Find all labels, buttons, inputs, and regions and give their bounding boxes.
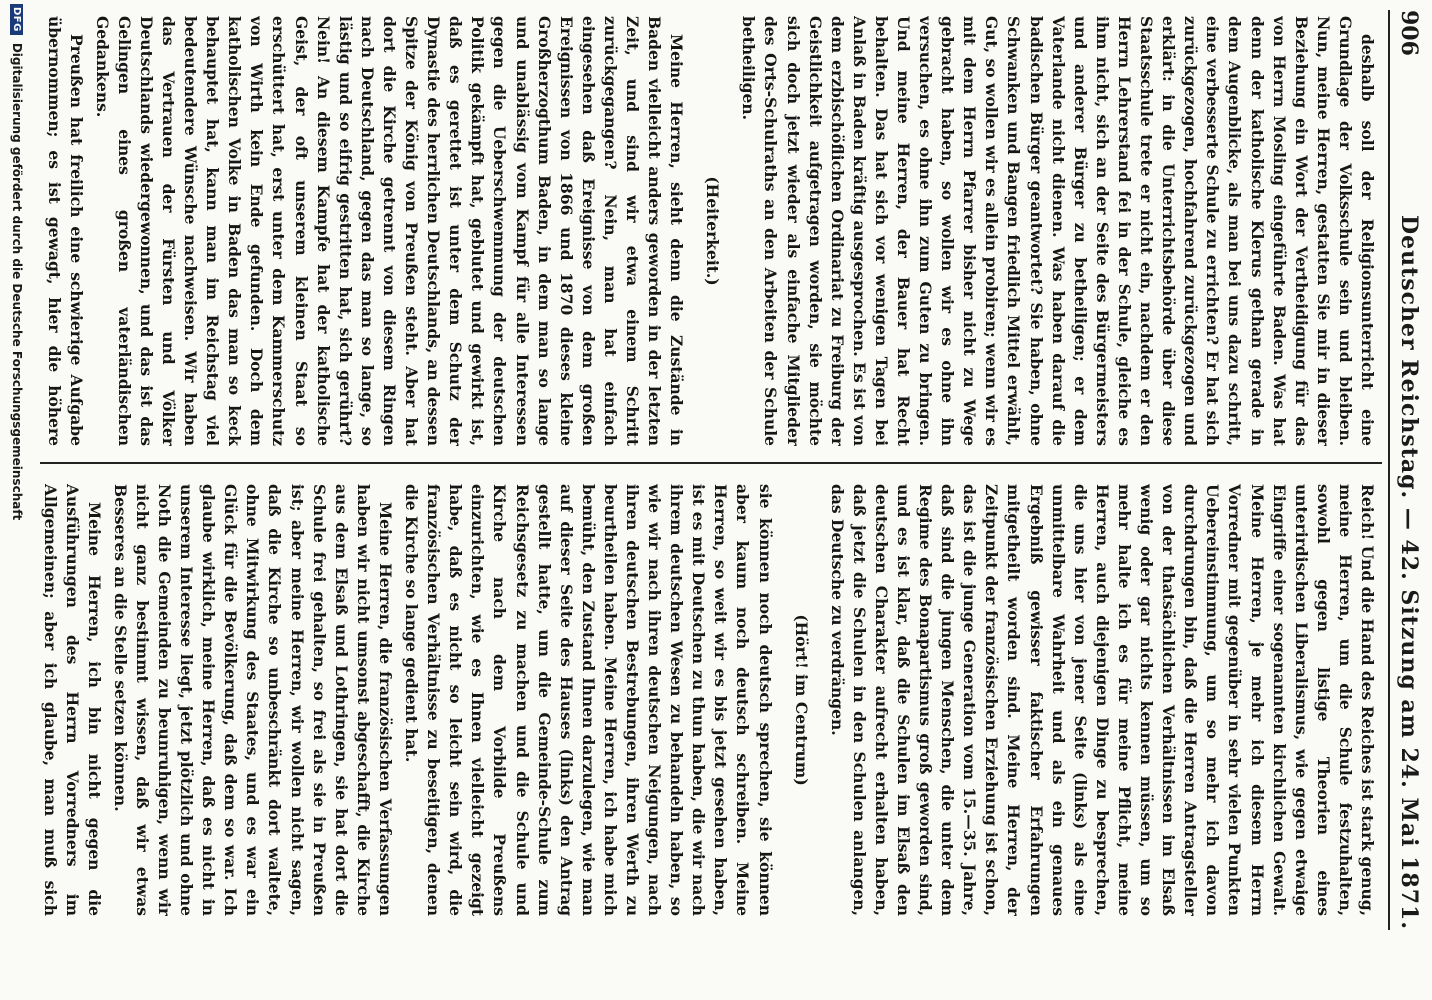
page-number: 906 (1396, 10, 1422, 56)
right-column (40, 484, 1378, 916)
interjection: (Heiterkeit.) (703, 176, 723, 286)
paragraph: Preußen hat freilich eine schwierige Aufgabe übernommen; es ist gewagt, hier die höhere (44, 16, 86, 446)
paragraph: Meine Herren, die französischen Verfassungen haben wir nicht umsonst abgeschafft, die Kirche aus dem Elsaß und Lothringen, sie hat dort die Schule frei gehalten, so frei als sie in Preußen ist; aber meine Herren, wir wollen nicht sagen, daß die Kirche so unbeschränkt dort waltete, ohne Mitwirkung des Staates, und es war ein Glück für die Bevölkerung, daß dem so war. Ich glaube wirklich, meine Herren, daß es nicht in unserem Interesse liegt, jetzt plötzlich und ohne Noth die Gemeinden zu beunruhigen, wenn wir nicht ganz bestimmt wissen, daß wir etwas Besseres an die Stelle setzen können. (110, 484, 395, 916)
paragraph: deshalb soll der Religionsunterricht eine Grundlage der Volksschule sein und bleiben. Nun, meine Herren, gestatten Sie mir in dieser Beziehung ein Wort der Vertheidigung für das von Herrn Mosling eingeführte Baden. Was hat denn der katholische Klerus gethan gerade in dem Augenblicke, als man bei uns dazu schritt, eine verbesserte Schule zu errichten? Er hat sich zurückgezogen, hochfahrend zurückgezogen und erklärt: in die Unterrichtsbehörde über diese Staatsschule trete er nicht ein, nachdem er den Herrn Lehrerstand fei in der Schule, gleiche es ihm nicht, sich an der Seite des Bürgermeisters und anderer Bürger zu betheiligen; er dem Vaterlande nicht dienen. Was haben darauf die badischen Bürger geantwortet? Sie haben, ohne Schwanken und Bangen friedlich Mittel erwählt, Gut, so wollen wir es allein probiren; wenn wir es mit dem Herrn Pfarrer bisher nicht zu Wege gebracht haben, so wollen wir es ohne ihn versuchen, es ohne ihn zum Guten zu bringen. Und meine Herren, der Bauer hat Recht behalten. Das hat sich vor wenigen Tagen bei Anlaß in Baden kräftig ausgesprochen. Es ist von dem erzbischöflichen Ordinariat zu Freiburg der Geistlichkeit aufgetragen worden, sie möchte sich doch jetzt wieder als einfache Mitglieder des Orts-Schulraths an den Arbeiten der Schule betheiligen. (739, 16, 1377, 446)
page-header (1392, 10, 1426, 930)
interjection: (Hört! im Centrum) (791, 614, 811, 786)
digitization-footer (6, 0, 28, 1000)
left-column (40, 16, 1378, 446)
dfg-logo: DFG (11, 4, 24, 35)
paragraph: Meine Herren, sieht denn die Zustände in Baden vielleicht anders geworden in der letzten Zeit, und sind wir etwa einem Schritt zurückgegangen? Nein, man hat einfach eingesehen daß Ereignisse von dem großen Ereignissen von 1866 und 1870 dieses kleine Großherzogthum Baden, in dem man so lange und unablässig vom Kampf für alle Interessen gegen die Ueberschwemmung der deutschen Politik gekämpft hat, geblutet und gewirkt ist, daß es gerettet ist unter dem Schutz der Dynastie des herrlichen Deutschlands, an dessen Spitze der König von Preußen steht. Aber hat dort die Kirche getrennt von diesem Ringen nach Deutschland, gegen das man so lange, so lästig und so eifrig gestritten hat, sich gerührt? Nein! An diesem Kampfe hat der katholische Geist, der oft unserem kleinen Staat so erschüttert hat, erst unter dem Kammerschutz von Wirth kein Ende gefunden. Doch dem katholischen Volke in Baden das man so keck behauptet hat, kann man im Reichstag viel bedeutendere Wünsche nachweisen. Wir haben das Vertrauen der Fürsten und Völker Deutschlands wiedergewonnen, und das ist das Gelingen eines großen vaterländischen Gedankens. (92, 16, 687, 446)
paragraph: Meine Herren, ich bin nicht gegen die Ausführungen des Herrn Vorredners im Allgemeinen; aber ich glaube, man muß sich (40, 484, 104, 916)
page-title: Deutscher Reichstag. — 42. Sitzung am 24. Mai 1871. (1396, 215, 1422, 930)
paragraph: sie können noch deutsch sprechen, sie können aber kaum noch deutsch schreiben. Meine Herren, so weit wir es bis jetzt gesehen haben, ist es mit Deutschen zu thun haben, die wir nach ihrem deutschen Wesen zu behandeln haben, so wie wir nach ihren deutschen Neigungen, nach ihren deutschen Bestrebungen, ihren Werth zu beurtheilen haben. Meine Herren, ich habe mich bemüht, den Zustand Ihnen darzulegen, wie man auf dieser Seite des Hauses (links) den Antrag gestellt hatte, um die Gemeinde-Schule zum Reichsgesetz zu machen und die Schule und Kirche nach dem Vorbilde Preußens einzurichten, wie es Ihnen vielleicht gezeigt habe, daß es nicht so leicht sein wird, die französischen Verhältnisse zu beseitigen, denen die Kirche so lange gedient hat. (402, 484, 775, 916)
footer-text: Digitalisierung gefördert durch die Deutsche Forschungsgemeinschaft (10, 42, 24, 521)
paragraph: Reich! Und die Hand des Reiches ist stark genug, meine Herren, um die Schule festzuhalten, sowohl gegen listige Theorien eines unterirdischen Liberalismus, wie gegen etwaige Eingriffe einer sogenannten kirchlichen Gewalt. Meine Herren, je mehr ich diesem Herrn Vorredner mit gegenüber in sehr vielen Punkten Uebereinstimmung, um so mehr ich davon durchdrungen bin, daß die Herren Antragsteller von der thatsächlichen Verhältnissen im Elsaß wenig oder gar nichts kennen müssen, um so mehr halte ich es für meine Pflicht, meine Herren, auch diejenigen Dinge zu besprechen, die uns hier von jener Seite (links) als eine unmittelbare Wahrheit und als ein genaues Ergebniß gewisser faktischer Erfahrungen mitgetheilt worden sind. Meine Herren, der Zeitpunkt der französischen Erziehung ist schon, das ist die junge Generation vom 15.—35. Jahre, daß sind die jungen Menschen, die unter dem Regime des Bonapartismus groß geworden sind, und es ist klar, daß die Schulen im Elsaß den deutschen Charakter aufrecht erhalten haben, daß jetzt die Schulen in den Schulen anlangen, das Deutsche zu verdrängen. (827, 484, 1377, 916)
column-divider (40, 462, 1382, 464)
header-rule (1388, 10, 1390, 930)
